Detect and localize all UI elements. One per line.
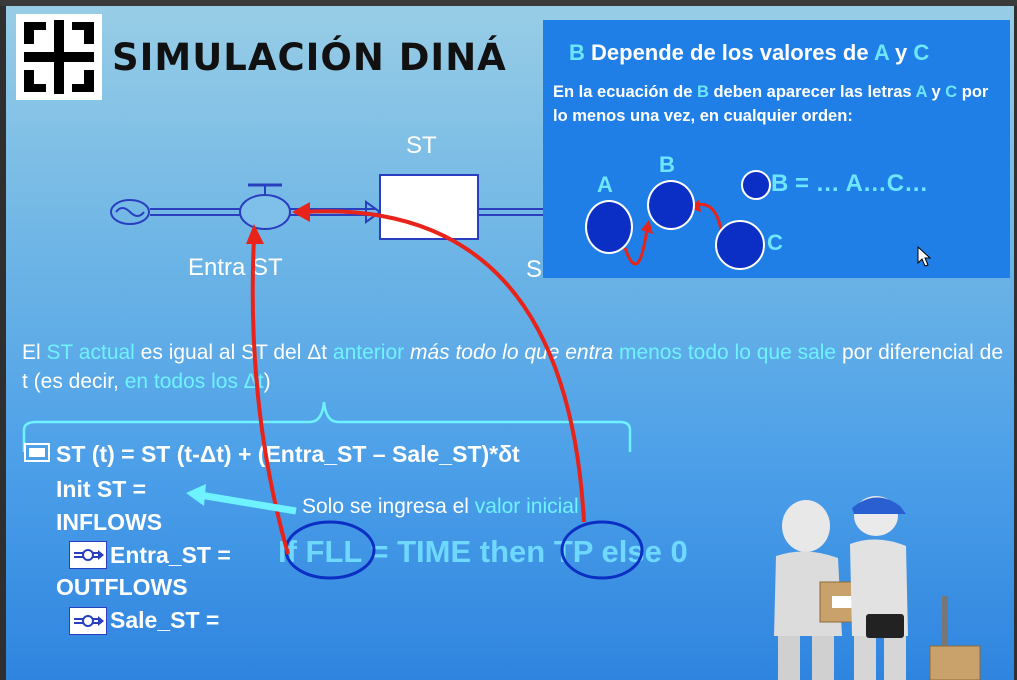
panel-text-c: C xyxy=(945,83,958,101)
note-valor-inicial: valor inicial xyxy=(474,495,579,518)
panel-title-a: A xyxy=(873,40,889,65)
node-a-label: A xyxy=(597,172,613,197)
outflow-label-partial: S xyxy=(526,256,543,283)
panel-text-5: y xyxy=(926,83,946,101)
panel-text-b: B xyxy=(696,83,709,101)
outflows-label: OUTFLOWS xyxy=(56,574,188,600)
inflow-label: Entra ST xyxy=(188,254,283,281)
panel-title-y: y xyxy=(888,40,914,65)
init-st-label: Init ST = xyxy=(56,476,147,502)
para-text-9: por diferencial de t (es decir, xyxy=(22,341,1004,393)
fll-highlight-ellipse xyxy=(286,522,374,578)
para-menos-sale: menos todo lo que sale xyxy=(618,341,837,364)
panel-text-1: En la ecuación de xyxy=(553,83,697,101)
presentation-slide xyxy=(6,6,1014,680)
panel-title-c: C xyxy=(913,40,930,65)
cyan-arrow-to-init xyxy=(200,495,296,511)
para-todos-dt: en todos los Δt xyxy=(124,370,264,393)
tp-highlight-ellipse xyxy=(562,522,642,578)
inflows-label: INFLOWS xyxy=(56,509,163,535)
para-text-1: El xyxy=(22,341,47,364)
sale-st-equation-label: Sale_ST = xyxy=(110,607,220,633)
panel-title-b: B xyxy=(569,40,585,65)
para-anterior: anterior xyxy=(332,341,405,364)
para-close: ) xyxy=(263,370,271,393)
note-text: Solo se ingresa el xyxy=(302,495,475,518)
panel-text-3: deben aparecer las letras xyxy=(708,83,916,101)
stock-equation: ST (t) = ST (t-Δt) + (Entra_ST – Sale_ST)*δt xyxy=(56,441,520,467)
panel-title-mid: Depende de los valores de xyxy=(584,40,874,65)
entra-st-equation-label: Entra_ST = xyxy=(110,542,231,568)
para-st-actual: ST actual xyxy=(46,341,135,364)
red-arrow-tp-to-valve xyxy=(302,211,584,522)
para-mas-entra: más todo lo que entra xyxy=(409,341,614,364)
slide-title: SIMULACIÓN DINÁ xyxy=(112,36,507,79)
panel-equation: B = … A…C… xyxy=(771,170,929,197)
node-c-label: C xyxy=(767,230,783,255)
panel-text-a: A xyxy=(915,83,927,101)
entra-st-formula: If FLL = TIME then TP else 0 xyxy=(278,534,688,569)
annotation-overlay xyxy=(6,6,1014,680)
para-text-3: es igual al ST del Δt xyxy=(134,341,333,364)
stock-label: ST xyxy=(406,132,437,159)
node-b-label: B xyxy=(659,152,675,177)
panel-text-7: por lo menos una vez, en cualquier orden: xyxy=(553,83,989,125)
